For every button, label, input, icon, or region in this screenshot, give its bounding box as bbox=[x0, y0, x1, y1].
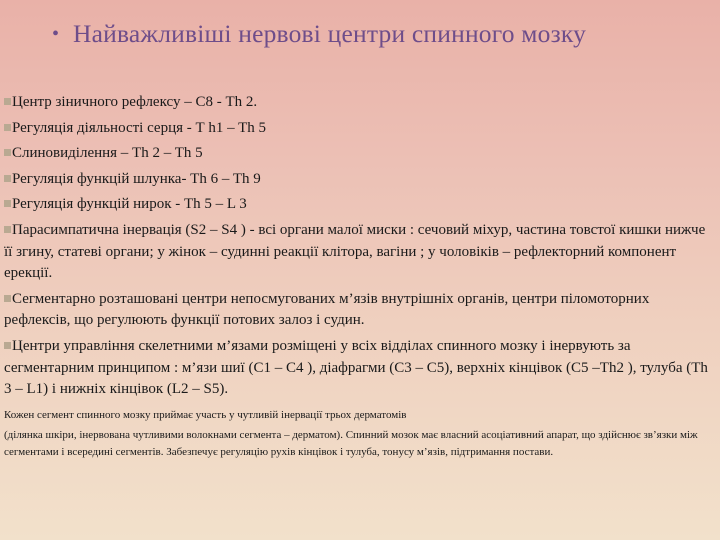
content-list bbox=[4, 92, 716, 461]
list-item bbox=[4, 194, 716, 216]
square-bullet-icon bbox=[4, 124, 11, 131]
list-item-text: Регуляція діяльності серця - Т h1 – Th 5 bbox=[12, 119, 267, 136]
square-bullet-icon bbox=[4, 295, 11, 302]
square-bullet-icon bbox=[4, 98, 11, 105]
list-item bbox=[4, 289, 716, 332]
list-item bbox=[4, 143, 716, 165]
list-item-text: Сегментарно розташовані центри непосмугованих м’язів внутрішніх органів, центри піломоторних рефлексів, що регулюють функції потових залоз і судин. bbox=[4, 290, 650, 329]
list-item-text: Регуляція функцій шлунка- Th 6 – Th 9 bbox=[12, 170, 261, 187]
list-item-text: Центри управління скелетними м’язами розміщені у всіх відділах спинного мозку і інервують за сегментарним принципом : м’язи шиї (С1 – С4 ), діафрагми (С3 – С5), верхніх кінцівок (С5 –Th2 ), тулуба (Th 3 – L1) і нижніх кінцівок (L2 – S5). bbox=[4, 337, 708, 398]
slide-title-row bbox=[52, 14, 710, 54]
square-bullet-icon bbox=[4, 175, 11, 182]
footnote-line-1: Кожен сегмент спинного мозку приймає участь у чутливій інервації трьох дерматомів bbox=[4, 408, 407, 421]
list-item bbox=[4, 92, 716, 114]
square-bullet-icon bbox=[4, 226, 11, 233]
list-item bbox=[4, 336, 716, 401]
footnote-paragraph: (ділянка шкіри, інервована чутливими волокнами сегмента – дерматом). Спинний мозок має власний асоціативний апарат, що здійснює зв’язки між сегментами і всередині сегментів. Забезпечує регуляцію рухів кінцівок і тулуба, тонусу м’язів, підтримання постави. bbox=[4, 429, 698, 458]
list-item-text: Парасимпатична інервація (S2 – S4 ) - всі органи малої миски : сечовий міхур, частина товстої кишки нижче її згину, статеві органи; у жінок – судинні реакції клітора, вагіни ; у чоловіків – рефлекторний компонент ерекції. bbox=[4, 221, 706, 282]
square-bullet-icon bbox=[4, 149, 11, 156]
list-item bbox=[4, 169, 716, 191]
list-item bbox=[4, 118, 716, 140]
slide-title: Найважливіші нервові центри спинного мозку bbox=[73, 19, 587, 48]
list-item-text: Регуляція функцій нирок - Th 5 – L 3 bbox=[12, 196, 247, 213]
square-bullet-icon bbox=[4, 200, 11, 207]
list-item bbox=[4, 220, 716, 285]
title-bullet-icon: • bbox=[52, 22, 60, 45]
list-item-text: Слиновиділення – Th 2 – Th 5 bbox=[12, 145, 203, 162]
list-item-text: Центр зіничного рефлексу – С8 - Th 2. bbox=[12, 94, 258, 110]
square-bullet-icon bbox=[4, 342, 11, 349]
